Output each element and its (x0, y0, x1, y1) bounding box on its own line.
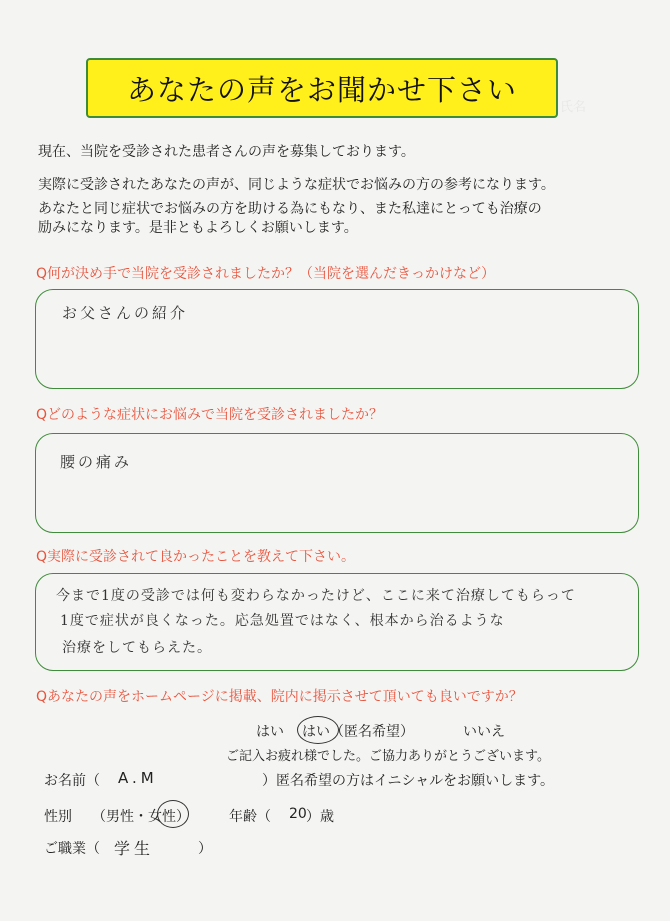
answer-box-2 (35, 433, 639, 533)
intro-line-1: 現在、当院を受診された患者さんの声を募集しております。 (38, 144, 415, 160)
answer-3-line-2: 1度で症状が良くなった。応急処置ではなく、根本から治るような (60, 613, 505, 629)
selection-circle-gender (157, 800, 189, 828)
answer-1-handwriting: お父さんの紹介 (62, 304, 189, 322)
intro-line-3: あなたと同じ症状でお悩みの方を助ける為にもなり、また私達にとっても治療の (38, 201, 542, 217)
name-label: お名前（ (44, 773, 100, 789)
name-note: ）匿名希望の方はイニシャルをお願いします。 (262, 773, 555, 789)
age-value[interactable]: 20 (289, 806, 307, 822)
thanks-message: ご記入お疲れ様でした。ご協力ありがとうございます。 (226, 749, 550, 764)
name-value[interactable]: A.M (118, 769, 158, 787)
answer-3-line-3: 治療をしてもらえた。 (62, 640, 212, 656)
selection-circle-consent (297, 716, 339, 744)
consent-no[interactable]: いいえ (463, 724, 505, 740)
consent-yes-anonymous[interactable]: はい（匿名希望） (302, 724, 414, 740)
age-suffix: ）歳 (306, 809, 334, 825)
page-title: あなたの声をお聞かせ下さい (126, 72, 517, 107)
gender-options[interactable]: （男性・女性） (92, 809, 190, 825)
intro-line-2: 実際に受診されたあなたの声が、同じような症状でお悩みの方の参考になります。 (38, 177, 555, 193)
answer-2-handwriting: 腰の痛み (60, 453, 133, 471)
background-ghost-text: 氏名 (560, 100, 587, 115)
consent-yes[interactable]: はい (256, 724, 284, 740)
intro-line-4: 励みになります。是非ともよろしくお願いします。 (38, 220, 358, 236)
question-1: Q何が決め手で当院を受診されましたか？（当院を選んだきっかけなど） (36, 266, 496, 282)
job-close: ） (198, 841, 212, 857)
age-label: 年齢（ (229, 809, 271, 825)
job-value[interactable]: 学生 (114, 839, 155, 858)
job-label: ご職業（ (44, 841, 100, 857)
question-2: Qどのような症状にお悩みで当院を受診されましたか？ (36, 407, 384, 423)
gender-label: 性別 (44, 809, 72, 825)
question-3: Q実際に受診されて良かったことを教えて下さい。 (36, 549, 356, 565)
question-4: Qあなたの声をホームページに掲載、院内に掲示させて頂いても良いですか？ (36, 689, 523, 705)
answer-3-line-1: 今まで1度の受診では何も変わらなかったけど、ここに来て治療してもらって (56, 588, 576, 604)
title-banner (86, 58, 558, 118)
